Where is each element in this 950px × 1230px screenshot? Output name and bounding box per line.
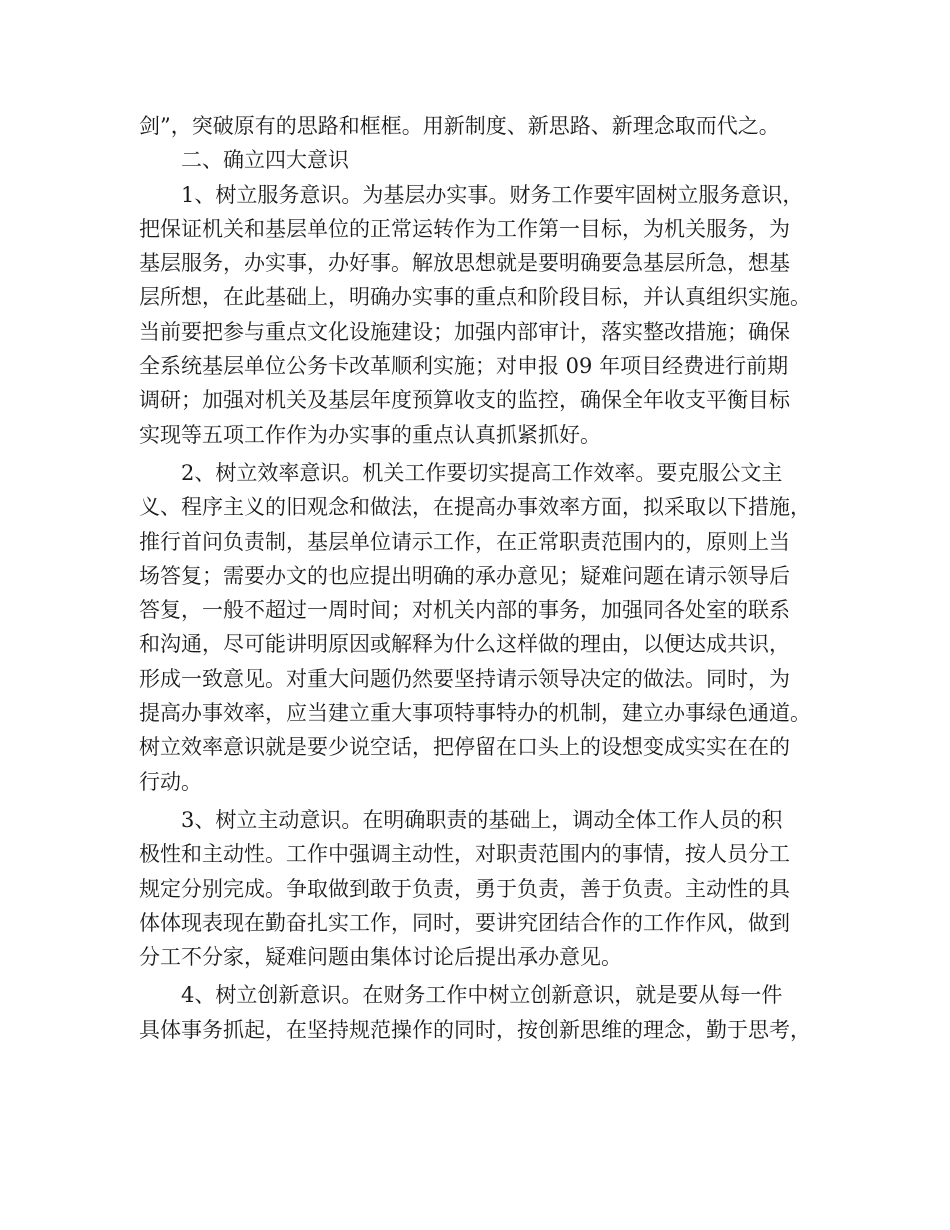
text-line: 义、程序主义的旧观念和做法，在提高办事效率方面，拟采取以下措施，: [139, 495, 811, 520]
paragraph-start: 1、树立服务意识。为基层办实事。财务工作要牢固树立服务意识，: [139, 182, 804, 207]
text-line: 剑”，突破原有的思路和框框。用新制度、新思路、新理念取而代之。: [139, 114, 780, 138]
text-line: 基层服务，办实事，办好事。解放思想就是要明确要急基层所急，想基: [139, 251, 790, 276]
section-heading: 二、确立四大意识: [139, 148, 349, 173]
text-line: 调研；加强对机关及基层年度预算收支的监控，确保全年收支平衡目标: [139, 388, 790, 413]
text-line: 分工不分家，疑难问题由集体讨论后提出承办意见。: [139, 945, 622, 970]
text-line: 把保证机关和基层单位的正常运转作为工作第一目标，为机关服务，为: [139, 216, 790, 241]
text-line: 层所想，在此基础上，明确办实事的重点和阶段目标，并认真组织实施。: [139, 285, 811, 310]
text-line: 提高办事效率，应当建立重大事项特事特办的机制，建立办事绿色通道。: [139, 701, 811, 726]
text-line: 行动。: [139, 769, 202, 794]
text-line: 答复，一般不超过一周时间；对机关内部的事务，加强同各处室的联系: [139, 598, 790, 623]
text-line: 具体事务抓起，在坚持规范操作的同时，按创新思维的理念，勤于思考，: [139, 1017, 811, 1042]
text-line: 全系统基层单位公务卡改革顺利实施；对申报 09 年项目经费进行前期: [139, 354, 789, 379]
text-line: 实现等五项工作作为办实事的重点认真抓紧抓好。: [139, 422, 601, 447]
text-line: 树立效率意识就是要少说空话，把停留在口头上的设想变成实实在在的: [139, 735, 790, 760]
paragraph-start: 2、树立效率意识。机关工作要切实提高工作效率。要克服公文主: [139, 460, 783, 485]
text-line: 当前要把参与重点文化设施建设；加强内部审计，落实整改措施；确保: [139, 319, 790, 344]
text-line: 极性和主动性。工作中强调主动性，对职责范围内的事情，按人员分工: [139, 842, 790, 867]
text-line: 形成一致意见。对重大问题仍然要坚持请示领导决定的做法。同时，为: [139, 666, 790, 691]
document-body: [139, 109, 819, 1047]
paragraph-start: 3、树立主动意识。在明确职责的基础上，调动全体工作人员的积: [139, 807, 783, 832]
text-line: 体体现表现在勤奋扎实工作，同时，要讲究团结合作的工作作风，做到: [139, 910, 790, 935]
paragraph-start: 4、树立创新意识。在财务工作中树立创新意识，就是要从每一件: [139, 983, 783, 1008]
text-line: 和沟通，尽可能讲明原因或解释为什么这样做的理由，以便达成共识，: [139, 632, 790, 657]
text-line: 场答复；需要办文的也应提出明确的承办意见；疑难问题在请示领导后: [139, 563, 790, 588]
text-line: 推行首问负责制，基层单位请示工作，在正常职责范围内的，原则上当: [139, 529, 790, 554]
text-line: 规定分别完成。争取做到敢于负责，勇于负责，善于负责。主动性的具: [139, 876, 790, 901]
